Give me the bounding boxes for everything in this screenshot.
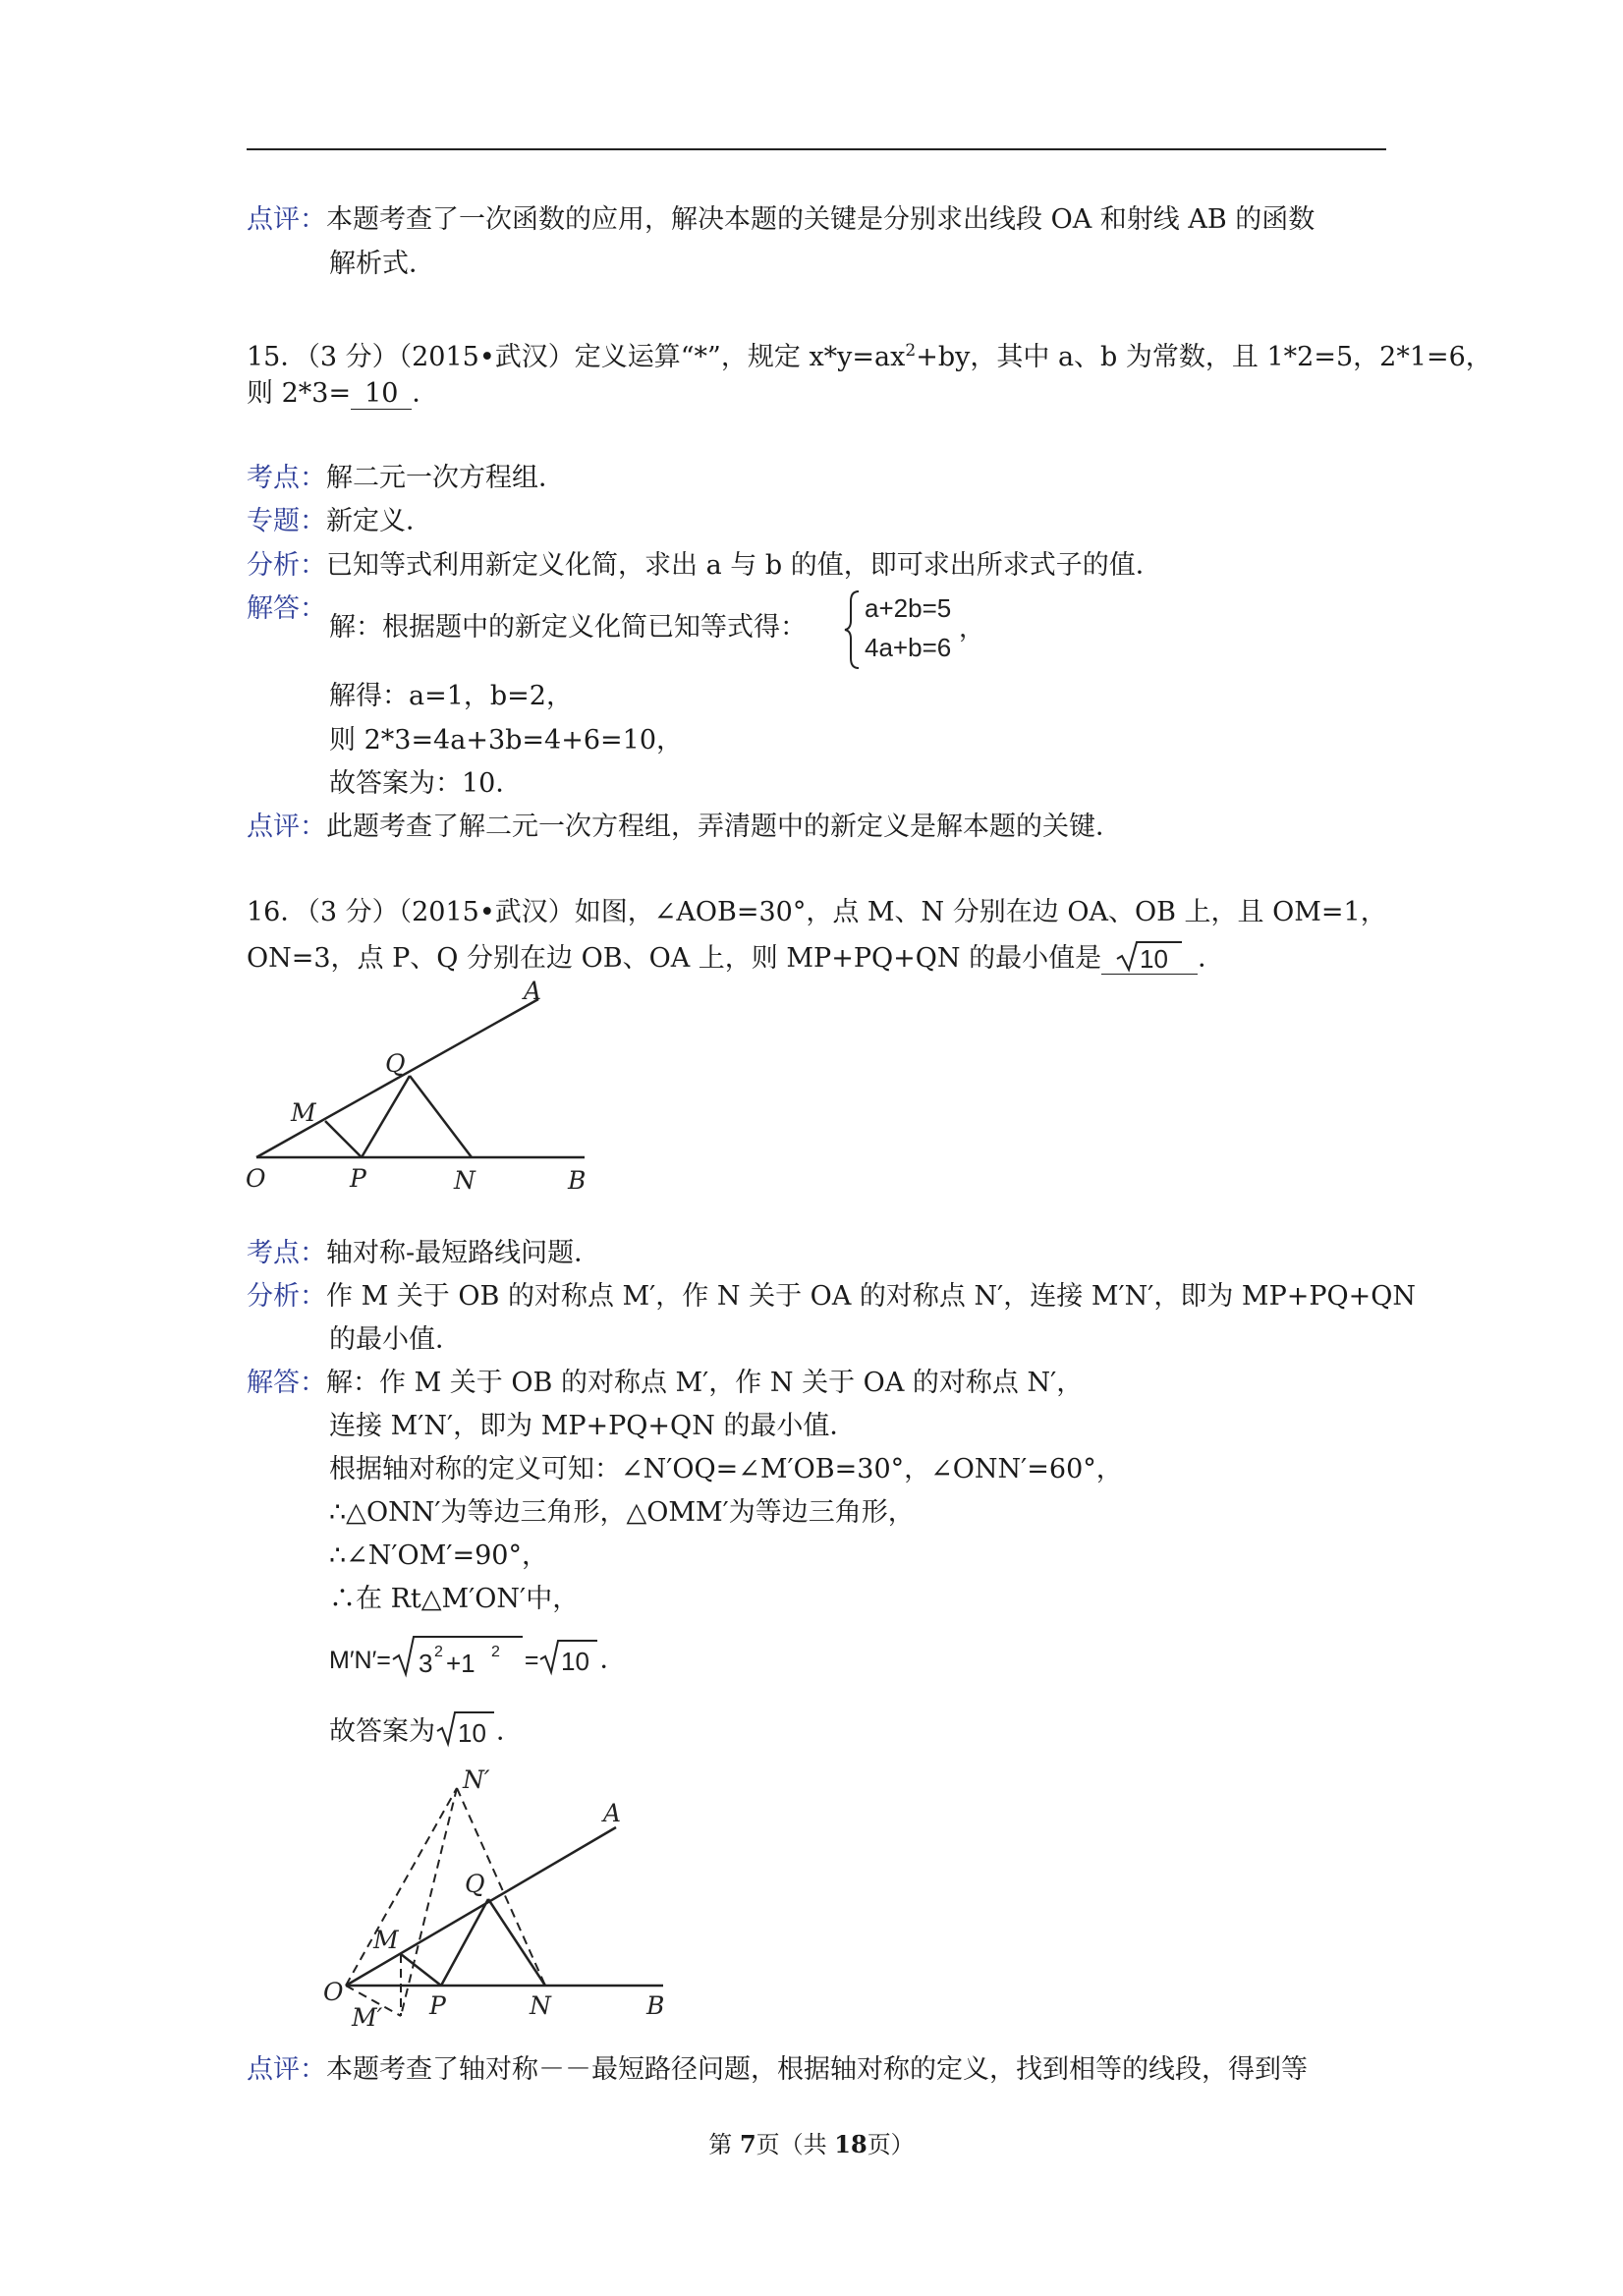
q15-stem-text-c: 则 2*3= [247,378,352,409]
exponent-1: 2 [433,1644,443,1660]
q15-stem-line1 [247,334,1492,374]
segment-mp [325,1121,362,1157]
q15-dianping-text: 此题考查了解二元一次方程组，弄清题中的新定义是解本题的关键． [326,812,1122,842]
page-total: 18 [834,2130,867,2158]
q16-answer-blank [1101,939,1198,975]
label-dianping: 点评： [247,812,326,842]
label-p: P [350,1164,366,1193]
segment-qn [410,1076,472,1157]
q15-stem-text-a: 15．（3 分）（2015•武汉）定义运算“*”，规定 x*y=ax [247,342,906,372]
segment-pq [362,1076,410,1157]
label-m: M [373,1926,399,1954]
sqrt-formula [391,1633,525,1678]
q15-stem-text-d: ． [412,378,439,409]
label-m-prime: M′ [352,2003,383,2032]
sqrt-symbol [1115,939,1184,973]
q16-kaodian-text: 轴对称-最短路线问题． [326,1238,601,1268]
footer-post: 页） [867,2131,915,2158]
label-dianping: 点评： [247,2054,326,2085]
q15-fenxi-text: 已知等式利用新定义化简，求出 a 与 b 的值，即可求出所求式子的值． [326,550,1162,581]
q16-answer-radicand: 10 [1140,944,1169,974]
formula-lhs: M′N′= [329,1647,391,1674]
q14-comment-text: 本题考查了一次函数的应用，解决本题的关键是分别求出线段 OA 和射线 AB 的函数 [326,204,1315,235]
formula-end: ． [599,1645,627,1675]
footer-mid: 页（共 [756,2131,835,2158]
equation-system [845,586,985,674]
label-b: B [568,1166,587,1195]
q15-zhuanti [247,505,432,538]
label-a: A [524,977,542,1005]
q16-jieda-line4: ∴△ONN′为等边三角形，△OMM′为等边三角形， [329,1497,915,1528]
q16-kaodian [247,1237,600,1270]
ray-oa [256,999,538,1157]
q16-figure-2 [319,1759,693,2044]
q15-stem-line2 [247,377,438,411]
label-o: O [323,1978,344,2006]
ray-oa [346,1827,616,1986]
q15-kaodian-text: 解二元一次方程组． [326,463,565,493]
q16-fenxi [247,1280,1416,1314]
segment-mp [401,1954,441,1986]
result-radicand: 10 [561,1647,590,1676]
label-n-prime: N′ [463,1765,490,1794]
q15-kaodian [247,462,565,495]
radicand-plus-1: +1 [445,1649,476,1678]
q16-dianping-text: 本题考查了轴对称－－最短路径问题，根据轴对称的定义，找到相等的线段，得到等 [326,2054,1308,2085]
label-o: O [246,1164,266,1193]
sqrt-result [538,1633,599,1678]
label-n: N [454,1166,476,1195]
q15-answer-blank: 10 [351,379,412,410]
q16-jieda-line5: ∴∠N′OM′=90°， [329,1540,548,1571]
footer-pre: 第 [708,2131,740,2158]
q14-comment-line2: 解析式． [329,249,435,279]
label-p: P [429,1991,446,2020]
dashed-mn-prime [401,1788,457,2016]
answer-end: ． [496,1716,523,1747]
label-dianping: 点评： [247,204,326,235]
q16-jieda-line3: 根据轴对称的定义可知：∠N′OQ=∠M′OB=30°，∠ONN′=60°， [329,1454,1123,1484]
sqrt-answer [435,1705,496,1750]
q15-jieda-line4: 故答案为：10． [329,768,523,799]
q15-jieda-line1: 解：根据题中的新定义化简已知等式得： [329,612,807,643]
page-footer [0,2130,1623,2159]
q16-dianping [247,2053,1308,2087]
radicand-3: 3 [418,1649,433,1678]
page-number: 7 [739,2130,756,2158]
label-q: Q [465,1870,485,1898]
q16-fenxi-text: 作 M 关于 OB 的对称点 M′，作 N 关于 OA 的对称点 N′，连接 M′N′，即为 MP+PQ+QN [326,1281,1417,1312]
q16-stem-line2 [247,939,1224,976]
label-q: Q [385,1049,406,1078]
q15-zhuanti-text: 新定义． [326,506,432,536]
label-zhuanti: 专题： [247,506,326,536]
segment-pq [441,1899,488,1986]
equation-2: 4a+b=6 [865,633,952,662]
label-kaodian: 考点： [247,463,326,493]
q15-exponent: 2 [905,341,917,361]
header-rule [247,148,1386,150]
q15-dianping [247,811,1122,844]
q16-distance-formula [329,1633,626,1684]
q15-stem-text-b: +by，其中 a、b 为常数，且 1*2=5，2*1=6， [916,342,1492,372]
q16-answer-line [329,1705,523,1755]
exponent-2: 2 [490,1644,500,1660]
label-jieda: 解答： [247,1368,326,1398]
q16-jieda [247,1367,1083,1400]
q16-stem-end: ． [1198,943,1225,974]
q16-fenxi-line2: 的最小值． [329,1324,462,1355]
segment-qn [488,1899,545,1986]
q14-comment [247,203,1315,237]
q16-stem-line1: 16．（3 分）（2015•武汉）如图，∠AOB=30°，点 M、N 分别在边 OA、OB 上，且 OM=1， [247,897,1387,927]
q16-figure-1 [246,978,599,1194]
equation-1: a+2b=5 [865,593,952,623]
q16-jieda-line6: ∴在 Rt△M′ON′中， [329,1584,580,1614]
label-kaodian: 考点： [247,1238,326,1268]
answer-text: 故答案为 [329,1716,435,1747]
label-fenxi: 分析： [247,550,326,581]
answer-radicand: 10 [458,1718,486,1748]
formula-eq: = [524,1647,539,1674]
q15-jieda-line2: 解得：a=1，b=2， [329,681,573,711]
equation-comma: ， [959,614,985,644]
q15-fenxi [247,549,1162,583]
label-jieda: 解答： [247,593,326,624]
q15-jieda-line3: 则 2*3=4a+3b=4+6=10， [329,725,684,756]
label-b: B [646,1991,665,2020]
label-n: N [530,1991,551,2020]
label-a: A [603,1799,622,1827]
q16-jieda-line2: 连接 M′N′，即为 MP+PQ+QN 的最小值． [329,1411,857,1441]
q16-stem-text: ON=3，点 P、Q 分别在边 OB、OA 上，则 MP+PQ+QN 的最小值是 [247,943,1102,974]
q16-jieda-text: 解：作 M 关于 OB 的对称点 M′，作 N 关于 OA 的对称点 N′， [326,1368,1084,1398]
label-m: M [291,1098,316,1127]
label-fenxi: 分析： [247,1281,326,1312]
